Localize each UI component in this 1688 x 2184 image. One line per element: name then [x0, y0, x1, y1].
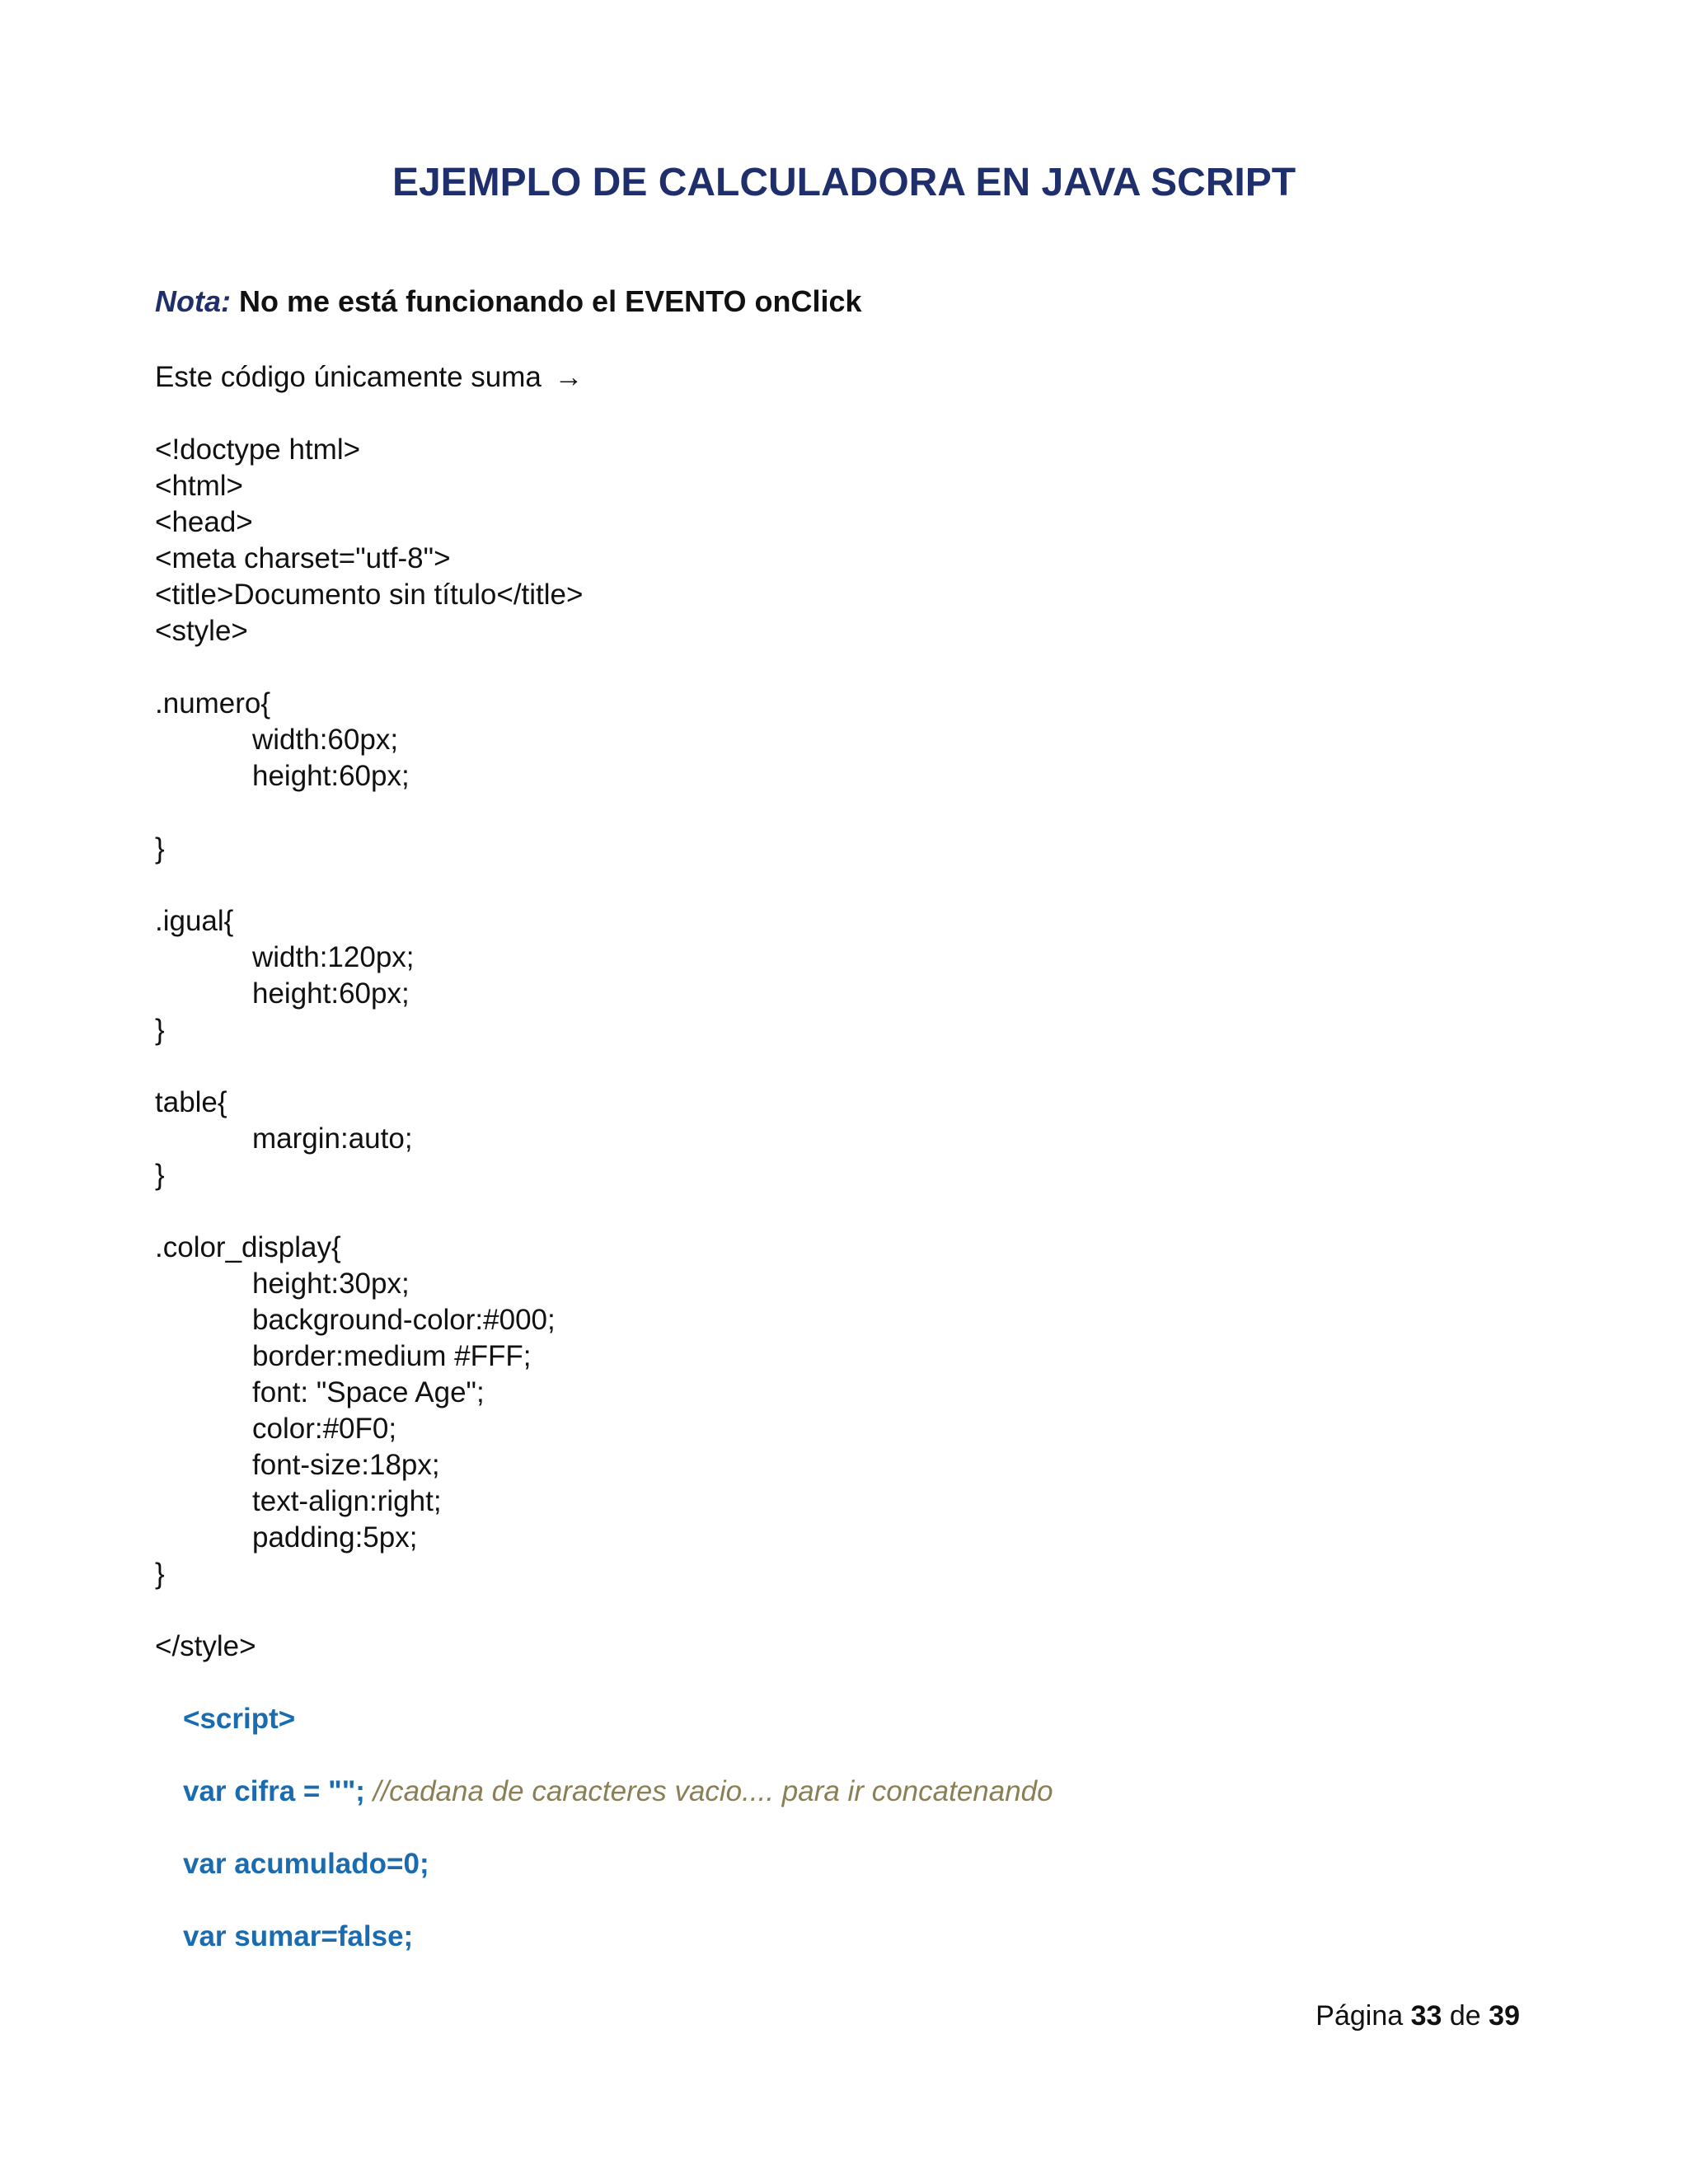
- page-word: Página: [1315, 2000, 1404, 2032]
- code-line: <style>: [155, 615, 248, 647]
- code-line: <html>: [155, 470, 243, 502]
- script-line: var acumulado=0;: [183, 1848, 429, 1880]
- code-line: height:60px;: [252, 760, 410, 792]
- script-comment: //cadana de caracteres vacio.... para ir concatenando: [373, 1775, 1053, 1807]
- code-line: text-align:right;: [252, 1485, 442, 1517]
- code-line: padding:5px;: [252, 1521, 418, 1554]
- code-line: .numero{: [155, 687, 271, 719]
- code-line: <head>: [155, 506, 253, 538]
- code-line: height:30px;: [252, 1268, 410, 1300]
- note-line: [155, 284, 862, 320]
- of-word: de: [1449, 2000, 1481, 2032]
- code-line: }: [155, 832, 165, 865]
- code-line: <!doctype html>: [155, 434, 361, 466]
- code-line: .color_display{: [155, 1231, 341, 1263]
- code-line: margin:auto;: [252, 1122, 413, 1155]
- arrow-right-icon: →: [554, 361, 584, 393]
- code-line: table{: [155, 1086, 227, 1118]
- note-text: No me está funcionando el EVENTO onClick: [239, 284, 862, 318]
- script-code: var cifra = "";: [183, 1775, 365, 1807]
- code-line: font-size:18px;: [252, 1449, 440, 1481]
- code-line: color:#0F0;: [252, 1413, 397, 1445]
- page-number: [1315, 1998, 1520, 2034]
- code-line: .igual{: [155, 905, 234, 937]
- script-line: <script>: [183, 1703, 296, 1735]
- page-title: EJEMPLO DE CALCULADORA EN JAVA SCRIPT: [392, 161, 1296, 204]
- intro-line: [155, 359, 584, 396]
- intro-text: Este código únicamente suma: [155, 361, 542, 393]
- code-line: <meta charset="utf-8">: [155, 542, 451, 574]
- code-line: border:medium #FFF;: [252, 1340, 532, 1372]
- code-line: background-color:#000;: [252, 1304, 556, 1336]
- code-line: }: [155, 1159, 165, 1191]
- total-pages: 39: [1489, 2000, 1520, 2032]
- code-line: height:60px;: [252, 977, 410, 1010]
- note-label: Nota:: [155, 284, 231, 318]
- code-line: </style>: [155, 1630, 256, 1662]
- code-line: font: "Space Age";: [252, 1376, 485, 1408]
- code-line: }: [155, 1014, 165, 1046]
- script-line: var sumar=false;: [183, 1920, 414, 1952]
- current-page: 33: [1410, 2000, 1442, 2032]
- code-line: width:120px;: [252, 941, 415, 973]
- code-line: }: [155, 1558, 165, 1590]
- code-line: <title>Documento sin título</title>: [155, 579, 584, 611]
- code-line: width:60px;: [252, 724, 399, 756]
- script-line: [183, 1774, 1053, 1810]
